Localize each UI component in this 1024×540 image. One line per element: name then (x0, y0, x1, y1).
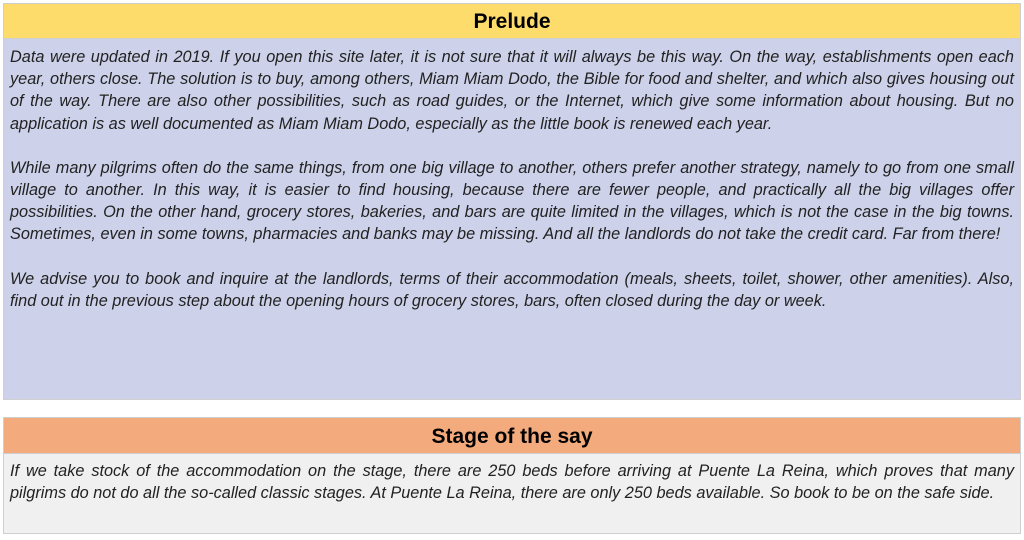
prelude-heading: Prelude (3, 3, 1021, 39)
prelude-paragraph-1: Data were updated in 2019. If you open this site later, it is not sure that it will always be this way. On the way, establishments open each year, others close. The solution is to buy, among others, Miam Miam Dodo, the Bible for food and shelter, and which also gives housing out of the way. There are also other possibilities, such as road guides, or the Internet, which give some information about housing. But no application is as well documented as Miam Miam Dodo, especially as the little book is renewed each year. (10, 48, 1014, 133)
prelude-section (3, 3, 1021, 400)
stage-paragraph-1: If we take stock of the accommodation on the stage, there are 250 beds before arriving at Puente La Reina, which proves that many pilgrims do not do all the so-called classic stages. At Puente La Reina, there are only 250 beds available. So book to be on the safe side. (10, 462, 1014, 503)
prelude-paragraph-2: While many pilgrims often do the same things, from one big village to another, others prefer another strategy, namely to go from one small village to another. In this way, it is easier to find housing, because there are fewer people, and practically all the big villages offer possibilities. On the other hand, grocery stores, bakeries, and bars are quite limited in the villages, which is not the case in the big towns. Sometimes, even in some towns, pharmacies and banks may be missing. And all the landlords do not take the credit card. Far from there! (10, 158, 1014, 244)
prelude-paragraph-3: We advise you to book and inquire at the landlords, terms of their accommodation (meals, sheets, toilet, shower, other amenities). Also, find out in the previous step about the opening hours of grocery stores, bars, often closed during the day or week. (10, 269, 1014, 310)
stage-heading: Stage of the say (3, 417, 1021, 454)
stage-section (3, 417, 1021, 534)
stage-body (3, 454, 1021, 534)
prelude-body (3, 39, 1021, 400)
